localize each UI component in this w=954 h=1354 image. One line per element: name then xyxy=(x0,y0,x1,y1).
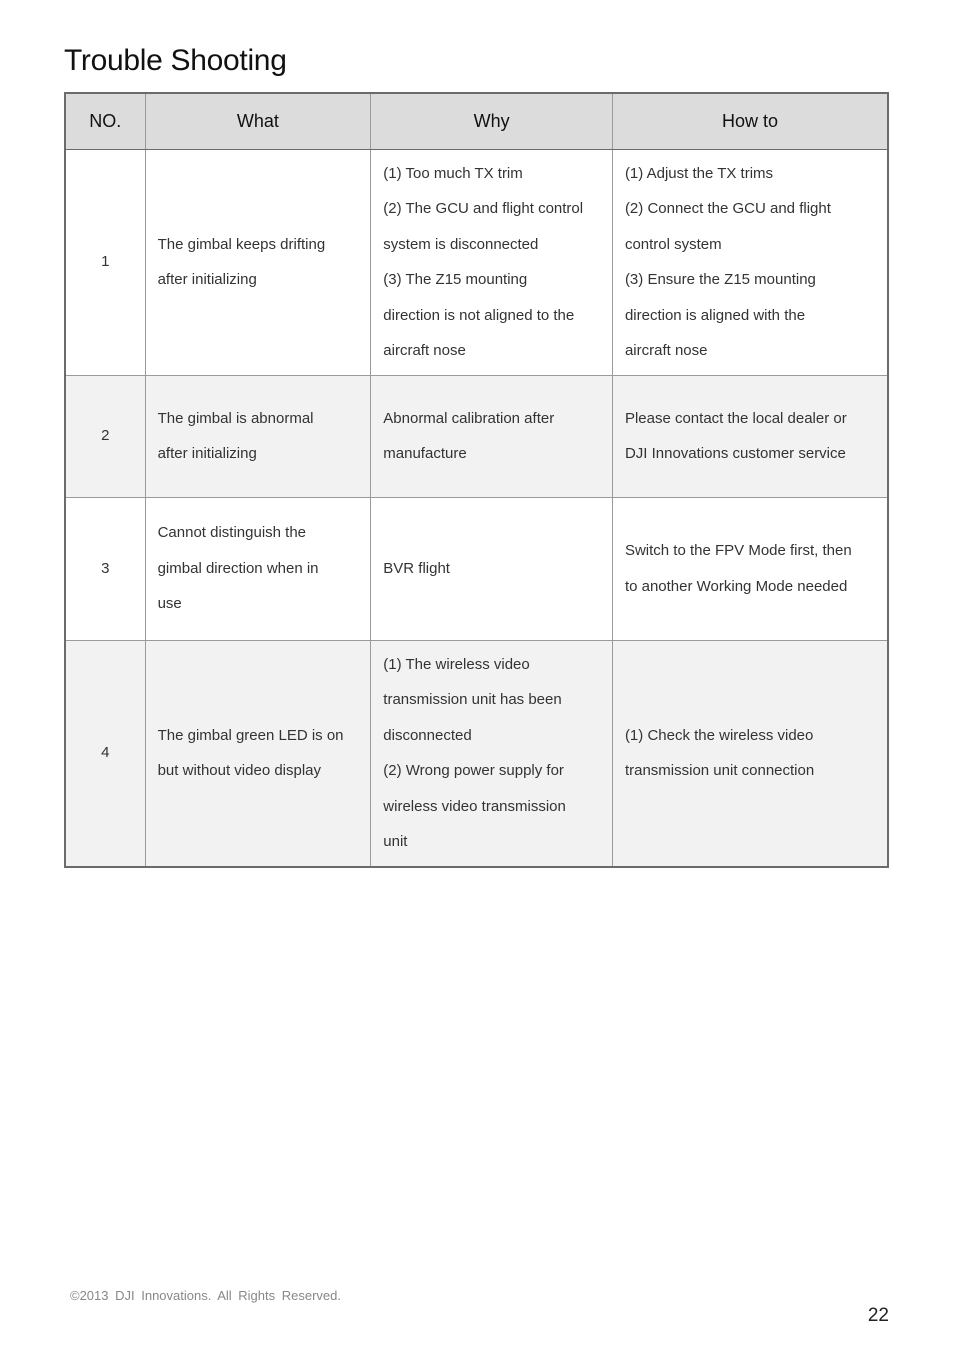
how-line: (3) Ensure the Z15 mounting xyxy=(624,271,816,288)
why-line: transmission unit has been xyxy=(383,691,562,708)
table-row xyxy=(65,375,888,497)
copyright-footer: ©2013 DJI Innovations. All Rights Reserved. xyxy=(70,1288,341,1303)
why-cell xyxy=(371,640,613,867)
how-cell xyxy=(612,149,888,375)
how-line: transmission unit connection xyxy=(624,762,815,779)
what-line: The gimbal keeps drifting xyxy=(157,235,326,253)
how-line: DJI Innovations customer service xyxy=(624,445,846,462)
how-line: Please contact the local dealer or xyxy=(624,409,847,427)
table-row xyxy=(65,640,888,867)
row-number: 2 xyxy=(65,375,145,497)
how-cell xyxy=(612,640,888,867)
what-line: The gimbal is abnormal xyxy=(157,409,314,427)
row-number: 1 xyxy=(65,149,145,375)
why-line: disconnected xyxy=(383,726,472,744)
why-line: (1) The wireless video xyxy=(383,655,530,673)
why-line: manufacture xyxy=(383,445,467,462)
why-line: aircraft nose xyxy=(383,342,466,359)
why-line: (2) Wrong power supply for xyxy=(383,762,564,779)
what-line: gimbal direction when in xyxy=(157,559,319,577)
page-title: Trouble Shooting xyxy=(64,44,287,77)
header-what: What xyxy=(145,93,371,149)
why-cell xyxy=(371,149,613,375)
what-cell xyxy=(145,640,371,867)
header-why: Why xyxy=(371,93,613,149)
why-line: BVR flight xyxy=(383,559,450,577)
troubleshooting-table xyxy=(64,92,889,868)
how-line: (1) Adjust the TX trims xyxy=(624,164,774,182)
header-how-to: How to xyxy=(612,93,888,149)
what-line: after initializing xyxy=(157,271,257,288)
why-line: Abnormal calibration after xyxy=(383,409,555,427)
how-line: control system xyxy=(624,235,722,253)
what-cell xyxy=(145,375,371,497)
why-line: (1) Too much TX trim xyxy=(383,164,523,182)
why-line: system is disconnected xyxy=(383,235,539,253)
why-line: (2) The GCU and flight control xyxy=(383,200,584,217)
what-line: The gimbal green LED is on xyxy=(157,726,344,744)
page-number: 22 xyxy=(867,1305,889,1326)
how-line: Switch to the FPV Mode first, then xyxy=(624,542,852,559)
header-no: NO. xyxy=(65,93,145,149)
what-line: but without video display xyxy=(157,762,322,779)
why-cell xyxy=(371,497,613,640)
how-line: aircraft nose xyxy=(624,342,708,359)
what-cell xyxy=(145,497,371,640)
how-cell xyxy=(612,375,888,497)
how-line: to another Working Mode needed xyxy=(624,577,848,595)
table-row xyxy=(65,497,888,640)
what-line: Cannot distinguish the xyxy=(157,524,307,542)
how-cell xyxy=(612,497,888,640)
table-header-row xyxy=(65,93,888,149)
table-row xyxy=(65,149,888,375)
how-line: (1) Check the wireless video xyxy=(624,726,814,744)
what-line: after initializing xyxy=(157,445,257,462)
why-cell xyxy=(371,375,613,497)
how-line: direction is aligned with the xyxy=(624,306,806,324)
why-line: direction is not aligned to the xyxy=(383,306,575,324)
why-line: unit xyxy=(383,833,408,850)
row-number: 3 xyxy=(65,497,145,640)
how-line: (2) Connect the GCU and flight xyxy=(624,200,831,217)
what-line: use xyxy=(157,595,182,613)
what-cell xyxy=(145,149,371,375)
row-number: 4 xyxy=(65,640,145,867)
why-line: (3) The Z15 mounting xyxy=(383,271,528,288)
why-line: wireless video transmission xyxy=(383,797,566,815)
